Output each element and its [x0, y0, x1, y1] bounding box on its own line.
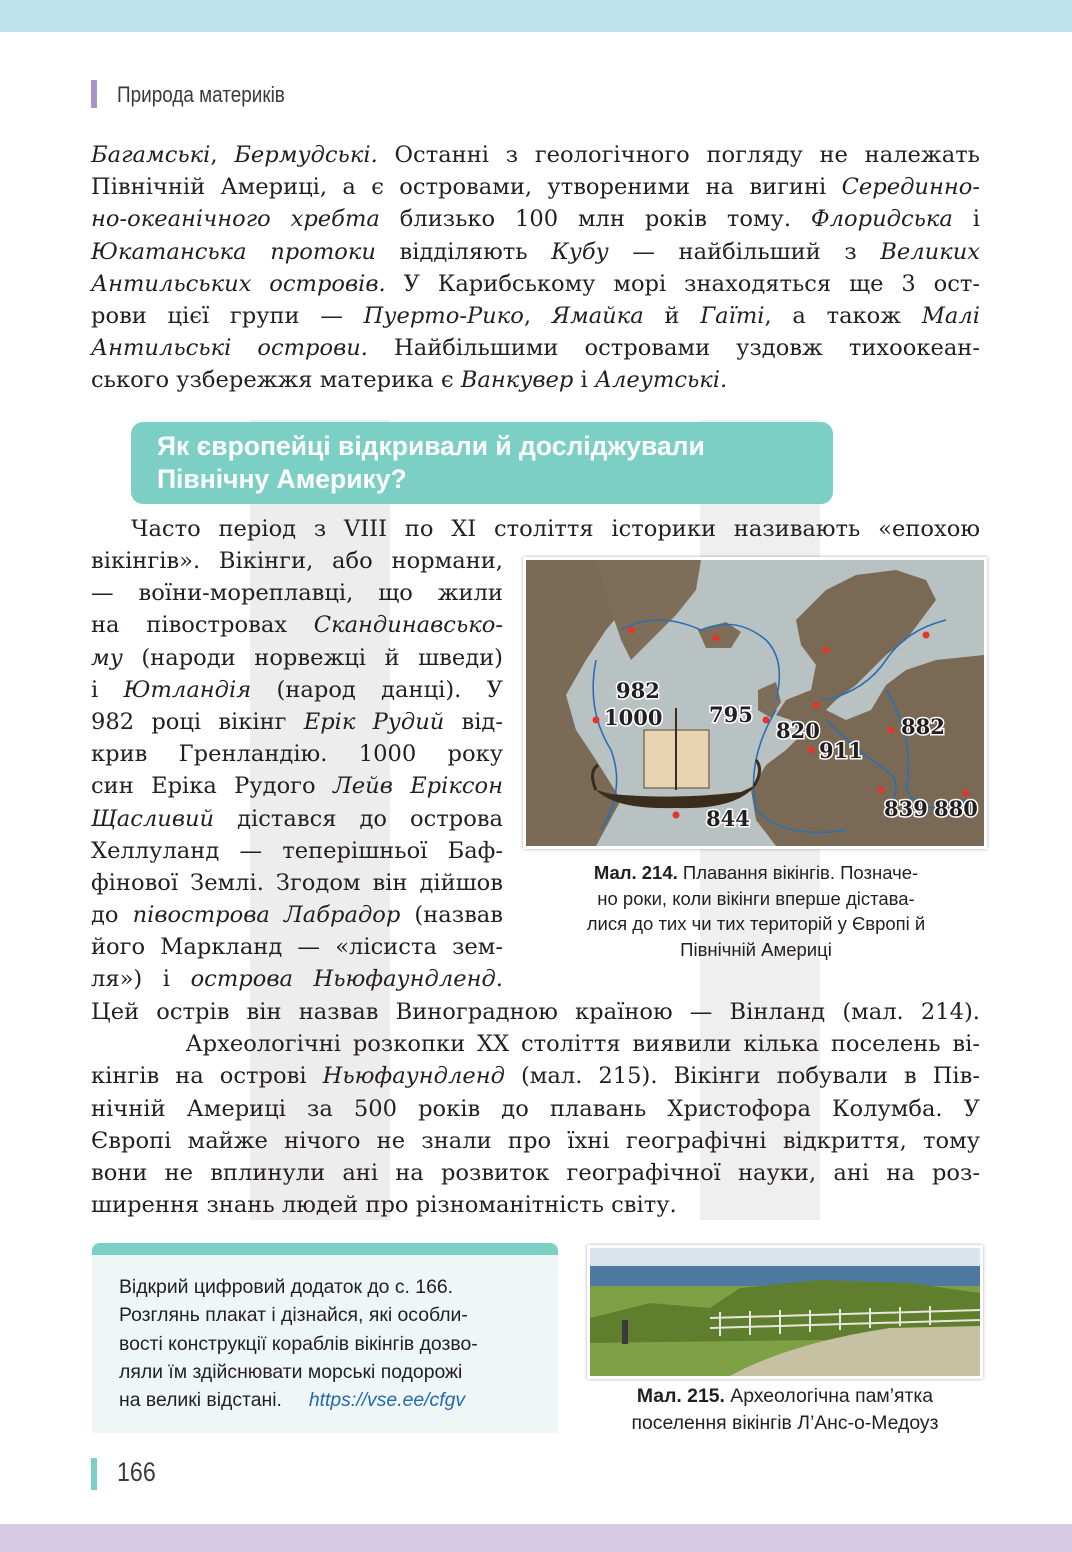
text-run: на півостровах [91, 612, 314, 639]
italic-term: му [91, 644, 123, 671]
text-line [91, 803, 503, 835]
italic-term: Ямайка [551, 302, 644, 329]
text-run: У Карибському морі знаходяться ще 3 ост- [385, 270, 980, 297]
figure-214-caption-line4: Північній Америці [680, 938, 832, 960]
italic-term: Флоридська [810, 206, 953, 233]
text-run: від- [444, 708, 503, 735]
digital-supplement-text [119, 1273, 541, 1414]
italic-term: Юкатанська протоки [91, 238, 376, 265]
text-run: Цей острів він назвав Виноградною країною — Вінланд (мал. 214). [91, 999, 980, 1025]
digital-line3: вості конструкції кораблів вікінгів дозво- [119, 1332, 478, 1355]
text-line [91, 1189, 980, 1221]
map-svg [526, 560, 984, 846]
map-label-844: 844 [706, 806, 750, 831]
map-point [823, 647, 830, 654]
text-run: Археологічні розкопки XX століття виявили кілька поселень ві- [91, 1031, 980, 1058]
map-point [813, 702, 820, 709]
figure-214-caption-line1 [527, 860, 985, 886]
map-label-882: 882 [901, 714, 945, 739]
photo-svg [590, 1248, 980, 1376]
text-line [131, 513, 980, 545]
text-run: (мал. 215). Вікінги побували в Пів- [504, 1063, 980, 1090]
digital-line2: Розглянь плакат і дізнайся, які особли- [119, 1304, 468, 1327]
text-line [91, 899, 503, 931]
body-first-line [131, 513, 980, 545]
text-line [91, 963, 503, 995]
italic-term: Ньюфаундленд [322, 1063, 505, 1090]
italic-term: Пуерто-Рико [363, 302, 524, 329]
text-run: Європі майже нічого не знали про їхні географічні відкриття, тому [91, 1127, 980, 1154]
text-line [91, 1028, 980, 1060]
italic-term: Малі [921, 302, 980, 329]
text-run: , [523, 302, 552, 329]
text-line [91, 931, 503, 963]
text-run: відділяють [375, 238, 552, 265]
text-line [91, 203, 980, 235]
text-line [91, 996, 980, 1028]
text-run: Найбільшими островами уздовж тихоокеан- [368, 335, 980, 362]
topic-heading-line1: Як європейці відкривали й досліджували [157, 431, 705, 461]
text-run: нічній Америці за 500 років до плавань Христофора Колумба. У [91, 1095, 980, 1122]
italic-term: півострова Лабрадор [132, 902, 401, 929]
text-line [91, 139, 980, 171]
italic-term: Скандинавсько- [313, 612, 503, 639]
italic-term: Серединно- [841, 174, 980, 201]
text-line [91, 300, 980, 332]
text-run: близько 100 млн років тому. [379, 206, 811, 233]
text-run: Останні з геологічного погляду не належать [377, 142, 980, 168]
italic-term: Лейв Еріксон [332, 773, 504, 800]
text-run: і [952, 206, 980, 233]
map-point [713, 635, 720, 642]
digital-line4: ляли їм здійснювати морські подорожі [119, 1360, 463, 1383]
map-label-911: 911 [819, 738, 863, 763]
digital-supplement-link[interactable]: https://vse.ee/cfgv [308, 1389, 466, 1412]
italic-term: острова Ньюфаундленд. [190, 966, 503, 993]
topic-heading [157, 430, 705, 496]
text-line [91, 706, 503, 738]
text-line [91, 1125, 980, 1157]
viking-voyages-map [523, 557, 987, 849]
map-label-1000: 1000 [604, 705, 663, 730]
map-point [923, 632, 930, 639]
map-point [673, 812, 680, 819]
text-line [91, 642, 503, 674]
text-line [91, 332, 980, 364]
text-run: ширення знань людей про різноманітність світу. [91, 1192, 677, 1219]
text-run: кінгів на острові [91, 1063, 323, 1090]
italic-term: Ванкувер [460, 367, 574, 394]
text-run: дістався до острова [214, 805, 503, 832]
figure-214-caption [527, 860, 985, 962]
italic-term: Великих [880, 238, 980, 265]
figure-215-label: Мал. 215. [636, 1385, 725, 1407]
map-point [888, 727, 895, 734]
text-run: син Еріка Рудого [91, 773, 333, 800]
text-line [91, 545, 503, 577]
body-paragraph [91, 996, 980, 1221]
digital-supplement-box [92, 1243, 558, 1433]
text-run: рови цієї групи — [91, 302, 364, 329]
text-run: 982 році вікінг [91, 708, 304, 735]
running-header: Природа материків [117, 82, 285, 107]
text-line [91, 770, 503, 802]
map-point [593, 717, 600, 724]
map-label-839: 839 [884, 796, 928, 821]
page-number-accent-bar [91, 1458, 97, 1490]
italic-term: Ерік Рудий [303, 708, 445, 735]
figure-215-text1: Археологічна пам’ятка [724, 1385, 934, 1407]
archaeological-site-photo [587, 1245, 983, 1379]
top-color-band [0, 0, 1072, 32]
body-narrow-column [91, 545, 503, 996]
figure-214-caption-line2: но роки, коли вікінги вперше дістава- [597, 887, 915, 909]
topic-heading-line2: Північну Америку? [157, 464, 407, 494]
map-point [878, 787, 885, 794]
text-run: (народ данці). У [251, 676, 503, 703]
italic-term: Бермудські. [234, 142, 378, 168]
figure-214-caption-line3: лися до тих чи тих територій у Європі й [586, 913, 926, 934]
italic-term: Багамські [91, 142, 211, 168]
digital-line5-text: на великі відстані. [119, 1389, 282, 1412]
text-run: і [91, 676, 124, 703]
map-point [808, 747, 815, 754]
text-line [91, 738, 503, 770]
text-line [91, 867, 503, 899]
map-label-982: 982 [616, 678, 660, 703]
text-line [91, 236, 980, 268]
text-run: фінової Землі. Згодом він дійшов [91, 869, 503, 896]
text-run: його Маркланд — «лісиста зем- [91, 934, 503, 961]
text-line [91, 1093, 980, 1125]
text-run: , а також [764, 302, 922, 329]
text-line [91, 609, 503, 641]
italic-term: Ютландія [123, 676, 252, 703]
text-line [91, 171, 980, 203]
text-run: Північній Америці, а є островами, утвореними на вигині [91, 174, 842, 201]
digital-line5 [119, 1386, 541, 1414]
topic-heading-box [131, 422, 833, 504]
text-run: — воїни-мореплавці, що жили [91, 580, 503, 607]
map-point [763, 717, 770, 724]
italic-term: Антильські острови. [91, 335, 368, 362]
italic-term: Щасливий [91, 805, 215, 832]
text-run: до [91, 902, 133, 929]
figure-215-caption [585, 1383, 985, 1437]
figure-215-caption-line2: поселення вікінгів Л’Анс-о-Медоуз [631, 1412, 939, 1434]
text-run: (народи норвежці й шведи) [122, 644, 503, 671]
italic-term: Алеутські. [594, 367, 728, 394]
map-label-820: 820 [776, 718, 820, 743]
italic-term: Гаїті [700, 302, 765, 329]
header-accent-bar [91, 80, 97, 108]
text-run: , [210, 142, 235, 168]
map-point [628, 627, 635, 634]
text-run: Часто період з VIII по XI століття історики називають «епохою [131, 516, 980, 542]
figure-214-text1: Плавання вікінгів. Позначе- [677, 862, 919, 883]
text-run: вікінгів». Вікінги, або нормани, [91, 548, 503, 574]
text-run: і [573, 367, 595, 394]
text-run: ського узбережжя материка є [91, 367, 461, 394]
figure-215-caption-line1 [585, 1383, 985, 1410]
italic-term: Антильських островів. [91, 270, 386, 297]
text-line [91, 268, 980, 300]
text-run: крив Гренландію. 1000 року [91, 741, 503, 768]
text-line [91, 1157, 980, 1189]
text-run: вони не вплинули ані на розвиток географічної науки, ані на роз- [91, 1159, 980, 1186]
italic-term: Кубу [551, 238, 609, 265]
text-run: (назвав [400, 902, 503, 929]
map-label-795: 795 [709, 702, 753, 727]
map-label-880: 880 [934, 796, 978, 821]
text-line [91, 577, 503, 609]
intro-paragraph [91, 139, 980, 397]
bottom-color-band [0, 1524, 1072, 1552]
photo-person [622, 1320, 628, 1344]
text-run: й [643, 302, 701, 329]
text-line [91, 835, 503, 867]
page-number: 166 [117, 1457, 156, 1487]
digital-line1: Відкрий цифровий додаток до с. 166. [119, 1276, 454, 1298]
text-line [91, 674, 503, 706]
text-line [91, 364, 980, 396]
text-run: — найбільший з [608, 238, 881, 265]
digital-box-top-bar [92, 1243, 558, 1255]
text-line [91, 1060, 980, 1092]
figure-214-label: Мал. 214. [593, 862, 678, 883]
text-run: Хеллуланд — теперішньої Баф- [91, 837, 503, 864]
italic-term: но-океанічного хребта [91, 206, 380, 233]
text-run: ля») і [91, 966, 191, 993]
